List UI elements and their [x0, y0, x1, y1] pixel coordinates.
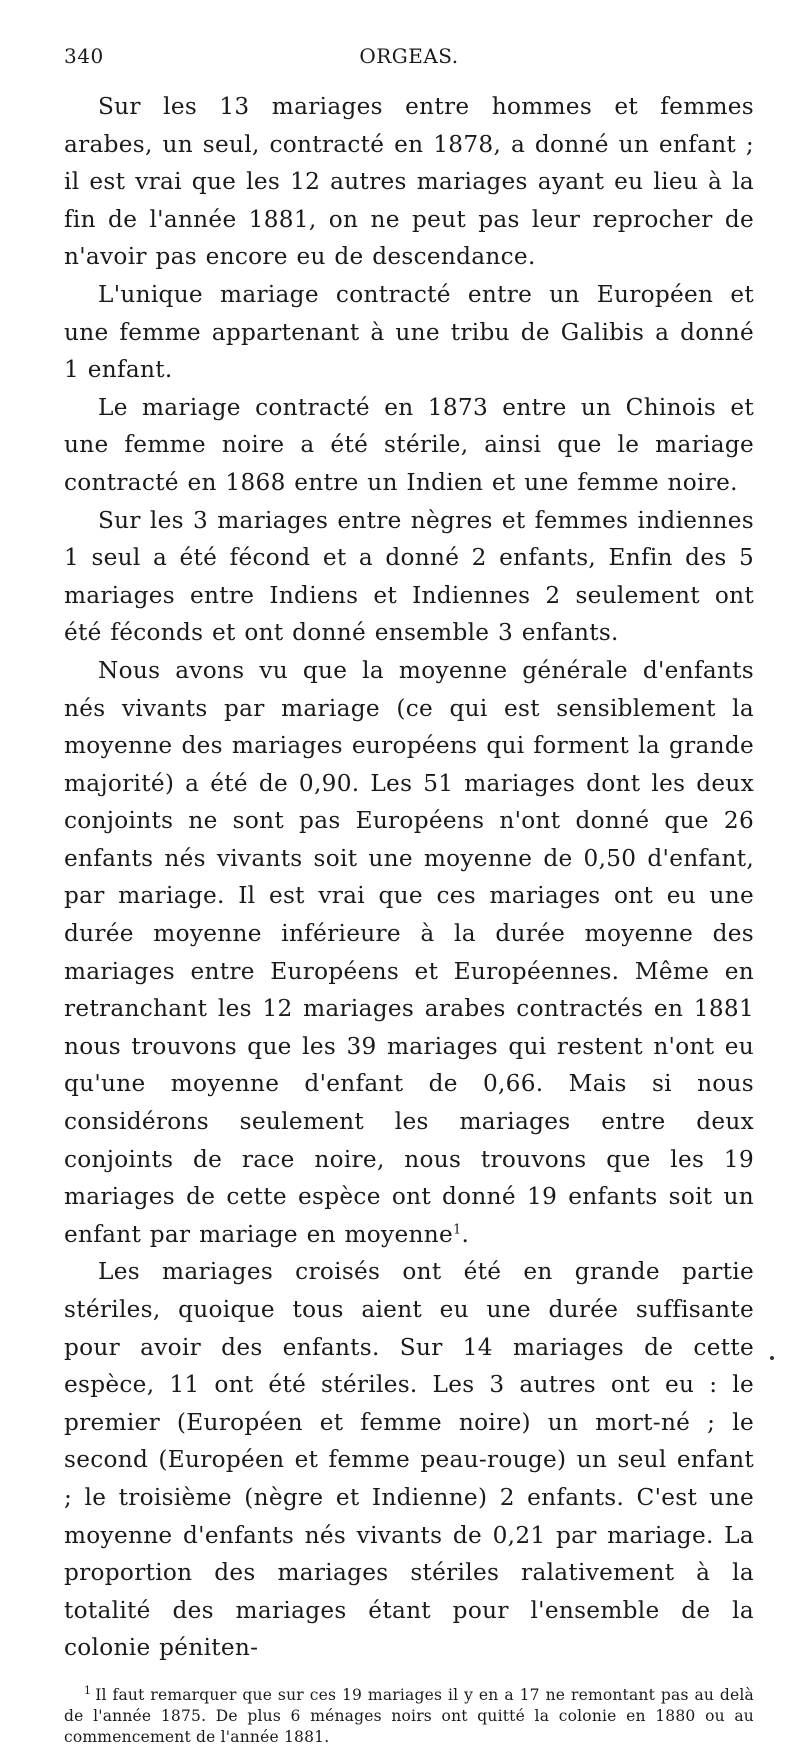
ink-speck	[769, 1355, 774, 1360]
paragraph-indian-marriages: Sur les 3 mariages entre nègres et femmes indiennes 1 seul a été fécond et a donné 2 enfants, Enfin des 5 mariages entre Indiens et Indiennes 2 seulement ont été féconds et ont donné ensemble 3 enfants.	[64, 506, 754, 647]
paragraph-galibis-marriage: L'unique mariage contracté entre un Européen et une femme appartenant à une tribu de Galibis a donné 1 enfant.	[64, 280, 754, 384]
paragraph-end-period: .	[461, 1220, 470, 1248]
book-page	[64, 44, 754, 1748]
footnote	[64, 1685, 754, 1748]
paragraph-average-children	[64, 652, 754, 1254]
running-head	[64, 44, 754, 74]
page-number: 340	[64, 44, 104, 68]
paragraph-average-children-text: Nous avons vu que la moyenne générale d'enfants nés vivants par mariage (ce qui est sensiblement la moyenne des mariages européens qui forment la grande majorité) a été de 0,90. Les 51 mariages dont les deux conjoints ne sont pas Européens n'ont donné que 26 enfants nés vivants soit une moyenne de 0,50 d'enfant, par mariage. Il est vrai que ces mariages ont eu une durée moyenne inférieure à la durée moyenne des mariages entre Européens et Européennes. Même en retranchant les 12 mariages arabes contractés en 1881 nous trouvons que les 39 mariages qui restent n'ont eu qu'une moyenne d'enfant de 0,66. Mais si nous considérons seulement les mariages entre deux conjoints de race noire, nous trouvons que les 19 mariages de cette espèce ont donné 19 enfants soit un enfant par mariage en moyenne	[64, 656, 754, 1248]
paragraph-arab-marriages: Sur les 13 mariages entre hommes et femmes arabes, un seul, contracté en 1878, a donné un enfant ; il est vrai que les 12 autres mariages ayant eu lieu à la fin de l'année 1881, on ne peut pas leur reprocher de n'avoir pas encore eu de descendance.	[64, 93, 754, 271]
footnote-reference: 1	[452, 1222, 462, 1238]
footnote-text: Il faut remarquer que sur ces 19 mariages il y en a 17 ne remontant pas au delà de l'année 1875. De plus 6 ménages noirs ont quitté la colonie en 1880 ou au commencement de l'année 1881.	[64, 1685, 754, 1746]
paragraph-crossed-marriages: Les mariages croisés ont été en grande partie stériles, quoique tous aient eu une durée suffisante pour avoir des enfants. Sur 14 mariages de cette espèce, 11 ont été stériles. Les 3 autres ont eu : le premier (Européen et femme noire) un mort-né ; le second (Européen et femme peau-rouge) un seul enfant ; le troisième (nègre et Indienne) 2 enfants. C'est une moyenne d'enfants nés vivants de 0,21 par mariage. La proportion des mariages stériles ralativement à la totalité des mariages étant pour l'ensemble de la colonie péniten-	[64, 1258, 754, 1662]
body-text	[64, 88, 754, 1667]
running-title: ORGEAS.	[359, 44, 459, 68]
footnote-mark: 1	[84, 1683, 92, 1697]
paragraph-chinese-marriage: Le mariage contracté en 1873 entre un Chinois et une femme noire a été stérile, ainsi que le mariage contracté en 1868 entre un Indien et une femme noire.	[64, 393, 754, 496]
